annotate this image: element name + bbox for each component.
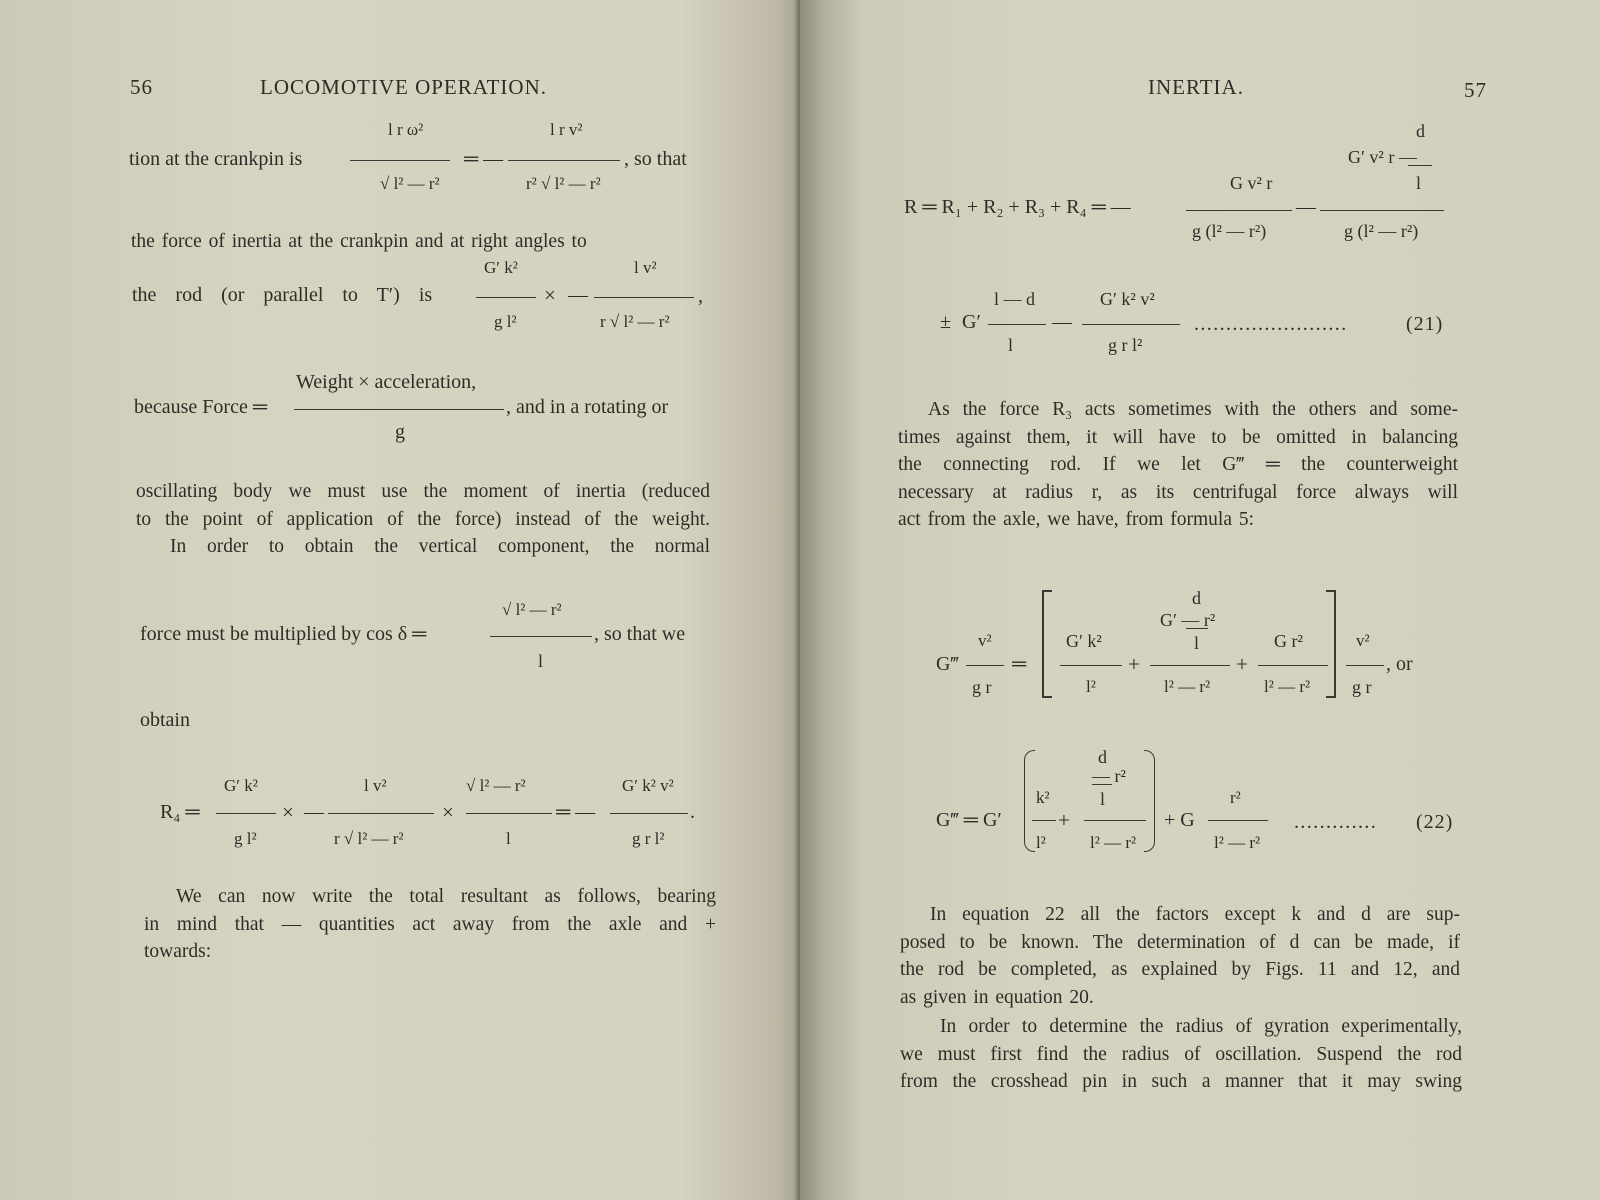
paren-right: [1144, 750, 1155, 852]
fraction-bar: [1208, 820, 1268, 821]
eq-numerator: d: [1416, 121, 1425, 141]
fraction-bar: [476, 297, 536, 298]
eq-denominator: r √ l² — r²: [600, 312, 670, 331]
fraction-bar: [594, 297, 694, 298]
eq-denominator: g l²: [234, 829, 257, 848]
fraction-bar: [328, 813, 434, 814]
text-line: the rod be completed, as explained by Figs. 11 and 12, and: [900, 959, 1460, 981]
text-line: the force of inertia at the crankpin and at right angles to: [131, 231, 587, 252]
eq-sign: —: [1052, 311, 1072, 333]
bracket-left: [1042, 590, 1052, 698]
eq-numerator: l — d: [994, 289, 1036, 309]
text-line: In equation 22 all the factors except k and d are sup-: [930, 904, 1460, 925]
text-line: to the point of application of the force) instead of the weight.: [136, 508, 710, 530]
eq-text: because Force ═: [134, 396, 267, 418]
eq-text: force must be multiplied by cos δ ═: [140, 623, 427, 645]
eq-sign: +: [1236, 652, 1248, 676]
eq-denominator: l: [538, 651, 544, 671]
fraction-bar: [1320, 210, 1444, 211]
fraction-bar: [1258, 665, 1328, 666]
paragraph-force-r3: [898, 396, 1458, 534]
eq-denominator: l: [506, 829, 511, 848]
eq-sign: —: [1296, 196, 1316, 218]
eq-text: the rod (or parallel to T′) is: [132, 284, 433, 306]
eq-denominator: g r: [972, 677, 992, 697]
fraction-bar: [1032, 820, 1056, 821]
eq-numerator: G′ k² v²: [622, 776, 674, 795]
fraction-bar: [1084, 820, 1146, 821]
text-line: we must first find the radius of oscillation. Suspend the rod: [900, 1043, 1462, 1065]
eq-sign: —: [304, 801, 324, 823]
paragraph-oscillating: [136, 478, 710, 561]
eq-denominator: l: [1008, 335, 1014, 355]
eq-numerator: G′ k² v²: [1100, 289, 1155, 309]
fraction-bar: [216, 813, 276, 814]
text-line: We can now write the total resultant as follows, bearing: [176, 886, 716, 907]
eq-denominator: g r l²: [1108, 335, 1143, 355]
fraction-bar: [508, 160, 620, 161]
eq-denominator: l² — r²: [1090, 833, 1137, 852]
text-line: In order to determine the radius of gyration experimentally,: [940, 1016, 1462, 1037]
eq-numerator: k²: [1036, 788, 1050, 807]
eq-numerator: G′ k²: [484, 258, 518, 277]
running-head: LOCOMOTIVE OPERATION.: [260, 75, 547, 99]
fraction-bar: [1082, 324, 1180, 325]
text-line: In order to obtain the vertical component, the normal: [170, 536, 710, 558]
eq-sign: ═ —: [464, 148, 504, 170]
eq-numerator: r²: [1230, 788, 1241, 807]
eq-denominator: g (l² — r²): [1344, 221, 1419, 241]
eq-leader-dots: ........................: [1194, 313, 1348, 335]
eq-denominator: l²: [1086, 677, 1096, 696]
fraction-bar: [610, 813, 688, 814]
fraction-bar: [988, 324, 1046, 325]
eq-sign: ×: [544, 283, 556, 307]
page-number: 56: [130, 75, 153, 99]
eq-numerator: G v² r: [1230, 173, 1273, 193]
text-line: as given in equation 20.: [900, 986, 1094, 1008]
eq-numerator: l r ω²: [388, 120, 424, 139]
page-number: 57: [1464, 78, 1487, 102]
eq-sign: ═: [1012, 653, 1027, 675]
eq-sign: +: [1058, 808, 1070, 832]
eq-numerator: l: [1416, 173, 1422, 193]
bracket-right: [1326, 590, 1336, 698]
eq-denominator: l²: [1036, 833, 1046, 852]
fraction-bar: [1346, 665, 1384, 666]
eq-sign: —: [568, 284, 588, 306]
text-line: oscillating body we must use the moment of inertia (reduced: [136, 481, 710, 502]
fraction-bar: [1408, 165, 1432, 166]
fraction-bar: [466, 813, 552, 814]
eq-numerator: G′ — r²: [1160, 610, 1216, 630]
eq-denominator: g r l²: [632, 829, 665, 848]
text-obtain: obtain: [140, 709, 190, 731]
text-line: act from the axle, we have, from formula 5:: [898, 509, 1255, 531]
eq-numerator: — r²: [1092, 766, 1126, 786]
fraction-bar: [490, 636, 592, 637]
fraction-bar: [350, 160, 450, 161]
eq-numerator: G′ v² r —: [1348, 147, 1417, 167]
eq-leader-dots: .............: [1294, 811, 1378, 833]
fraction-bar: [966, 665, 1004, 666]
eq-sign: ×: [442, 800, 454, 824]
eq-text: tion at the crankpin is: [129, 148, 303, 170]
eq-numerator: G′ k²: [1066, 631, 1102, 651]
eq-numerator: v²: [1356, 631, 1370, 650]
eq-denominator: √ l² — r²: [380, 174, 440, 193]
eq-text: , and in a rotating or: [506, 396, 669, 418]
eq-numerator: v²: [978, 631, 992, 650]
eq-sign: ±: [940, 311, 951, 333]
eq-numerator: √ l² — r²: [502, 600, 562, 619]
eq-numerator: l: [1100, 789, 1106, 809]
eq-numerator: d: [1098, 747, 1107, 767]
eq-numerator: l: [1194, 633, 1200, 653]
text-line: times against them, it will have to be omitted in balancing: [898, 426, 1458, 448]
text-line: necessary at radius r, as its centrifugal force always will: [898, 481, 1458, 503]
paragraph-resultant: [144, 883, 716, 966]
text-line: towards:: [144, 941, 212, 963]
eq-sign: ×: [282, 800, 294, 824]
eq-numerator: l v²: [634, 258, 657, 277]
fraction-bar: [294, 409, 504, 410]
text-line: in mind that — quantities act away from the axle and +: [144, 913, 716, 935]
eq-denominator: g l²: [494, 312, 517, 331]
eq-denominator: r² √ l² — r²: [526, 174, 601, 193]
eq-numerator: G r²: [1274, 631, 1303, 651]
eq-lhs: G‴ ═ G′: [936, 809, 1002, 831]
text-line: As the force R₃ acts sometimes with the others and some-: [928, 399, 1458, 420]
eq-denominator: g (l² — r²): [1192, 221, 1267, 241]
eq-numerator: l r v²: [550, 120, 583, 139]
eq-text: , or: [1386, 653, 1413, 675]
fraction-bar: [1186, 210, 1292, 211]
eq-sign: ═ —: [556, 801, 596, 823]
text-line: posed to be known. The determination of d can be made, if: [900, 931, 1460, 953]
paragraph: [131, 228, 703, 256]
equation-number: (22): [1416, 811, 1454, 833]
eq-denominator: l² — r²: [1264, 677, 1311, 696]
text-line: the connecting rod. If we let G‴ ═ the counterweight: [898, 454, 1458, 476]
paragraph-gyration: [900, 1013, 1462, 1096]
running-head: INERTIA.: [1148, 75, 1244, 99]
paragraph-equation-22: [900, 901, 1460, 1011]
eq-denominator: g r: [1352, 677, 1372, 697]
eq-text: ,: [698, 285, 703, 307]
eq-lhs: R₄ ═: [160, 801, 200, 823]
eq-denominator: r √ l² — r²: [334, 829, 404, 848]
paren-left: [1024, 750, 1035, 852]
eq-numerator: Weight × acceleration,: [296, 371, 477, 393]
eq-numerator: √ l² — r²: [466, 776, 526, 795]
eq-numerator: d: [1192, 588, 1201, 608]
fraction-bar: [1060, 665, 1122, 666]
eq-text: , so that: [624, 148, 687, 170]
eq-text: , so that we: [594, 623, 686, 645]
equation-number: (21): [1406, 313, 1444, 335]
text-line: from the crosshead pin in such a manner that it may swing: [900, 1071, 1462, 1093]
eq-denominator: g: [395, 421, 405, 443]
right-page: [800, 0, 1600, 1200]
eq-sign: + G: [1164, 809, 1195, 831]
fraction-bar: [1186, 628, 1208, 629]
fraction-bar: [1150, 665, 1230, 666]
eq-numerator: G′ k²: [224, 776, 258, 795]
eq-sign: +: [1128, 652, 1140, 676]
eq-text: .: [690, 801, 695, 823]
eq-text: G′: [962, 311, 981, 333]
eq-lhs: R ═ R₁ + R₂ + R₃ + R₄ ═ —: [904, 196, 1131, 218]
eq-lhs: G‴: [936, 653, 959, 675]
fraction-bar: [1092, 784, 1112, 785]
eq-numerator: l v²: [364, 776, 387, 795]
eq-denominator: l² — r²: [1164, 677, 1211, 696]
eq-denominator: l² — r²: [1214, 833, 1261, 852]
